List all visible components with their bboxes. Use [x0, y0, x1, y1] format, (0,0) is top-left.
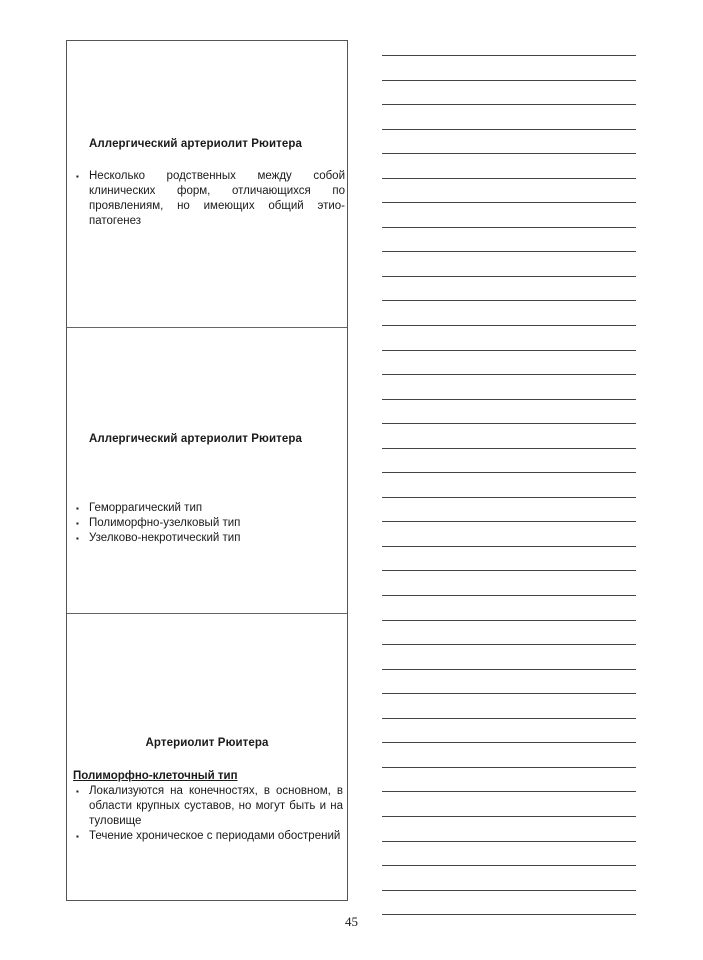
note-line [382, 374, 636, 375]
slide-title: Аллергический артериолит Рюитера [89, 433, 302, 445]
note-line [382, 202, 636, 203]
bullet-item: ▪ Несколько родственных между собой клинических форм, отличающихся по проявлениям, но имеющих общий этио-патогенез [73, 169, 345, 229]
note-line [382, 669, 636, 670]
note-line [382, 276, 636, 277]
slide-title: Артериолит Рюитера [145, 737, 269, 749]
page-number: 45 [345, 914, 358, 929]
note-line [382, 767, 636, 768]
note-line [382, 300, 636, 301]
note-line [382, 80, 636, 81]
note-line [382, 570, 636, 571]
slide-1 [67, 41, 347, 327]
note-line [382, 546, 636, 547]
note-line [382, 620, 636, 621]
note-line [382, 472, 636, 473]
note-line [382, 890, 636, 891]
note-line [382, 350, 636, 351]
note-line [382, 153, 636, 154]
bullet-list [73, 784, 343, 844]
slide-2 [67, 327, 347, 613]
note-line [382, 816, 636, 817]
note-line [382, 399, 636, 400]
slide-title: Аллергический артериолит Рюитера [89, 138, 302, 150]
note-line [382, 693, 636, 694]
note-line [382, 865, 636, 866]
note-line [382, 521, 636, 522]
bullet-item: ▪ Узелково-некротический тип [73, 531, 333, 546]
note-line [382, 497, 636, 498]
note-lines [382, 55, 636, 939]
note-line [382, 104, 636, 105]
note-line [382, 791, 636, 792]
note-line [382, 178, 636, 179]
note-line [382, 423, 636, 424]
note-line [382, 55, 636, 56]
slide-3 [67, 613, 347, 900]
note-line [382, 251, 636, 252]
note-line [382, 595, 636, 596]
note-line [382, 742, 636, 743]
slide-subheading: Полиморфно-клеточный тип [73, 770, 238, 782]
bullet-item: ▪ Геморрагический тип [73, 501, 333, 516]
slides-column [66, 40, 348, 901]
note-line [382, 129, 636, 130]
note-line [382, 718, 636, 719]
note-line [382, 841, 636, 842]
bullet-item: ▪ Локализуются на конечностях, в основном, в области крупных суставов, но могут быть и на туловище [73, 784, 343, 829]
bullet-item: ▪ Полиморфно-узелковый тип [73, 516, 333, 531]
bullet-list [73, 501, 333, 546]
note-line [382, 325, 636, 326]
note-line [382, 448, 636, 449]
bullet-item: ▪ Течение хроническое с периодами обострений [73, 829, 343, 844]
note-line [382, 644, 636, 645]
note-line [382, 227, 636, 228]
bullet-list [73, 169, 345, 229]
